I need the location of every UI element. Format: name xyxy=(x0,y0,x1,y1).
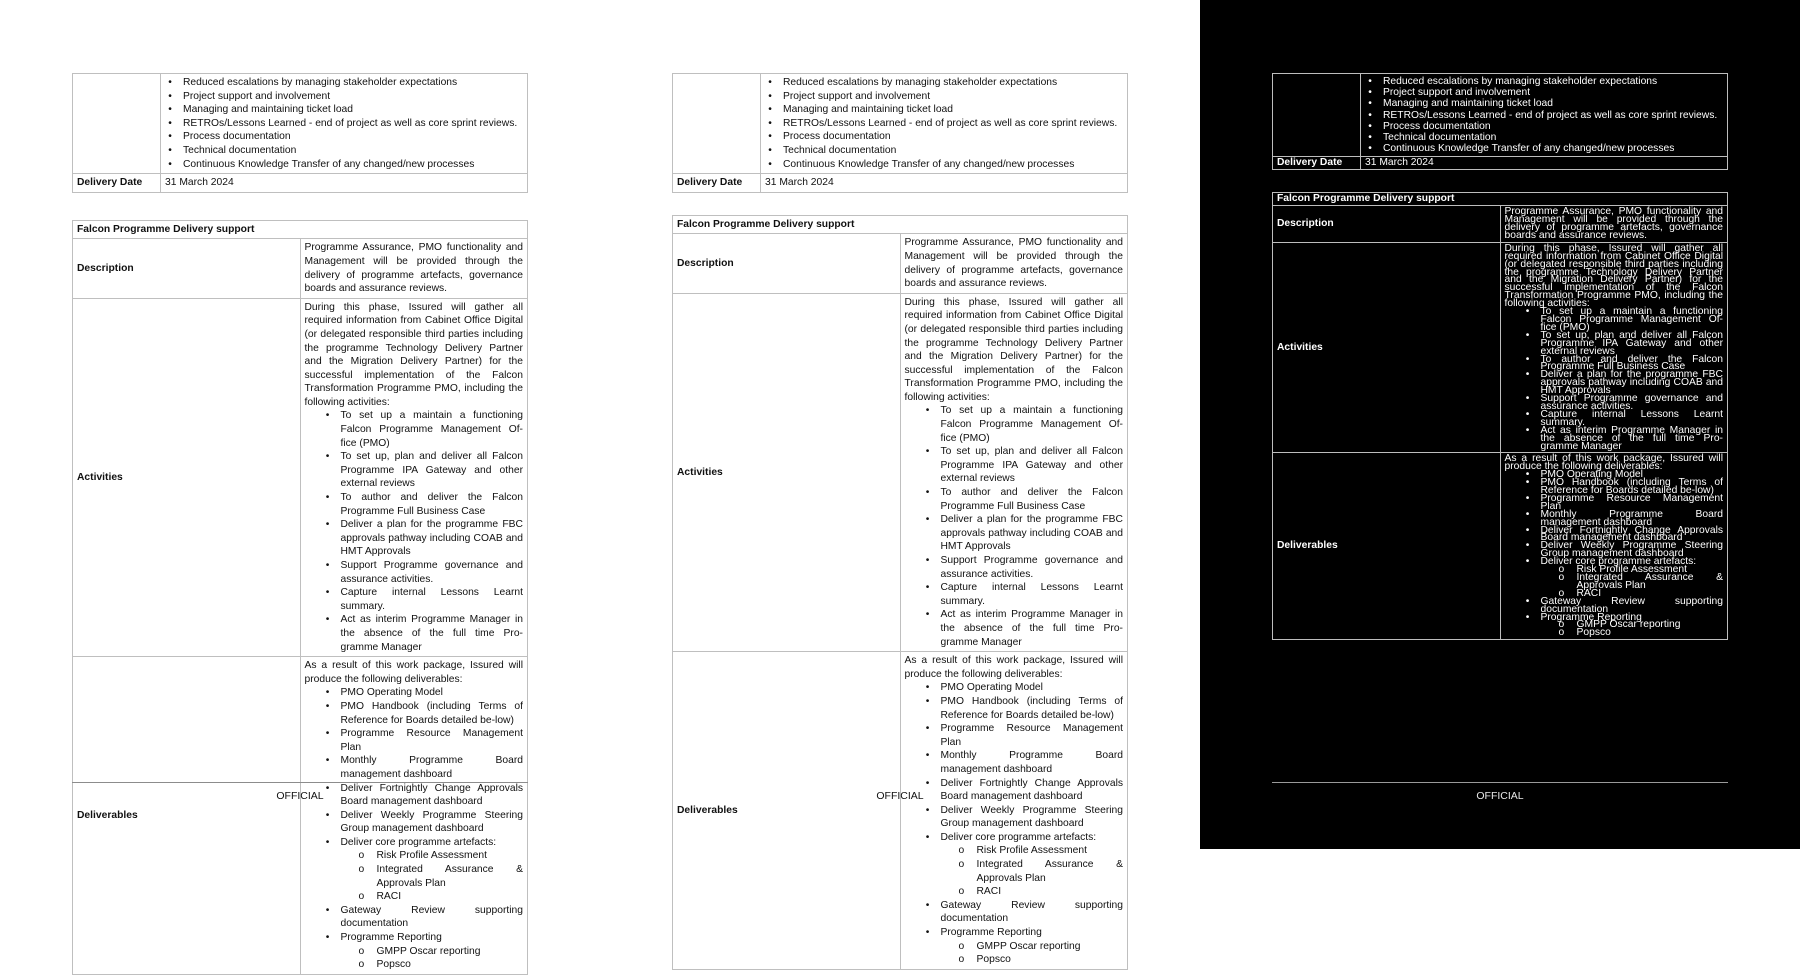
continuation-table xyxy=(672,73,1128,193)
list-item: • Gateway Review supporting documentation xyxy=(341,904,524,931)
list-item: • Deliver Weekly Programme Steering Group management dashboard xyxy=(341,809,524,836)
list-item: • Support Programme governance and assurance activities. xyxy=(941,554,1124,581)
document-body-overlay xyxy=(1272,73,1728,640)
activities-intro: During this phase, Issured will gather all required information from Cabinet Office Digital (or delegated responsible third parties including the programme Technology Delivery Partner and the Migration Delivery Partner) for the successful implementation of the Falcon Transformation Programme PMO, including the following activities: xyxy=(304,301,523,408)
list-item: • To set up, plan and deliver all Falcon Programme IPA Gateway and other external reviews xyxy=(1541,332,1724,356)
delivery-date-value: 31 March 2024 xyxy=(161,174,528,193)
list-item-label: Programme Reporting xyxy=(340,932,442,944)
list-item: • Managing and maintaining ticket load xyxy=(783,103,1123,117)
list-item-label: Deliver core programme artefacts: xyxy=(340,836,497,848)
list-item: o Risk Profile Assessment xyxy=(1577,566,1724,574)
deliverables-intro: As a result of this work package, Issured will produce the following deliverables: xyxy=(904,655,1123,680)
description-text: Programme Assurance, PMO functionality and Management will be provided through the delivery of programme artefacts, governance boards and assurance reviews. xyxy=(900,234,1128,293)
deliverables-list xyxy=(905,681,1124,966)
list-item: o Popsco xyxy=(377,958,524,972)
activities-label: Activities xyxy=(73,298,301,656)
activities-intro: During this phase, Issured will gather all required information from Cabinet Office Digital (or delegated responsible third parties including the programme Technology Delivery Partner and the Migration Delivery Partner) for the successful implementation of the Falcon Transformation Programme PMO, including the following activities: xyxy=(1504,242,1723,310)
reporting-list xyxy=(941,940,1124,967)
list-item xyxy=(941,831,1124,899)
list-item xyxy=(341,836,524,904)
falcon-table xyxy=(72,220,528,975)
footer-classification: OFFICIAL xyxy=(1476,790,1524,802)
list-item: o Risk Profile Assessment xyxy=(977,844,1124,858)
list-item: • Deliver Fortnightly Change Approvals Board management dashboard xyxy=(941,777,1124,804)
list-item: • Capture internal Lessons Learnt summary. xyxy=(341,586,524,613)
document-body xyxy=(72,73,528,975)
list-item: • Deliver Weekly Programme Steering Group management dashboard xyxy=(1541,542,1724,558)
activities-list xyxy=(305,409,524,654)
list-item: • PMO Operating Model xyxy=(941,681,1124,695)
reporting-list xyxy=(341,945,524,972)
list-item: o GMPP Oscar reporting xyxy=(977,940,1124,954)
list-item: • RETROs/Lessons Learned - end of project as well as core sprint reviews. xyxy=(783,117,1123,131)
list-item: • Technical documentation xyxy=(783,144,1123,158)
list-item: • Project support and involvement xyxy=(1383,87,1723,98)
activities-list xyxy=(905,404,1124,649)
list-item: o RACI xyxy=(377,890,524,904)
list-item: o GMPP Oscar reporting xyxy=(377,945,524,959)
empty-label-cell xyxy=(73,74,161,174)
list-item xyxy=(941,926,1124,967)
list-item-label: Deliver core programme artefacts: xyxy=(1540,556,1697,568)
list-item: • To author and deliver the Falcon Programme Full Business Case xyxy=(341,491,524,518)
falcon-table-title: Falcon Programme Delivery support xyxy=(1273,193,1728,206)
list-item: • PMO Handbook (including Terms of Reference for Boards detailed be-low) xyxy=(1541,479,1724,495)
footer-rule xyxy=(72,782,528,783)
list-item: o Integrated Assurance & Approvals Plan xyxy=(377,863,524,890)
footer-classification: OFFICIAL xyxy=(276,790,324,802)
list-item: • Monthly Programme Board management dashboard xyxy=(341,754,524,781)
deliverables-cell xyxy=(900,652,1128,970)
deliverables-list xyxy=(305,686,524,971)
list-item: • Deliver a plan for the programme FBC approvals pathway including COAB and HMT Approvals xyxy=(1541,371,1724,395)
document-page-left xyxy=(0,0,600,971)
list-item: • Programme Resource Management Plan xyxy=(1541,495,1724,511)
falcon-table-title: Falcon Programme Delivery support xyxy=(673,215,1128,234)
list-item xyxy=(341,931,524,972)
continuation-list-cell xyxy=(1361,74,1728,157)
reporting-list xyxy=(1541,621,1724,637)
document-page-dark xyxy=(1200,0,1800,849)
list-item: o RACI xyxy=(977,885,1124,899)
continuation-table xyxy=(72,73,528,193)
list-item: • To set up a maintain a functioning Falcon Programme Management Of-fice (PMO) xyxy=(941,404,1124,445)
list-item: o Integrated Assurance & Approvals Plan xyxy=(1577,574,1724,590)
list-item: • To set up a maintain a functioning Falcon Programme Management Of-fice (PMO) xyxy=(341,409,524,450)
activities-label: Activities xyxy=(1273,242,1501,453)
deliverables-intro: As a result of this work package, Issured will produce the following deliverables: xyxy=(1504,453,1723,473)
list-item: • Process documentation xyxy=(183,130,523,144)
list-item: • Project support and involvement xyxy=(183,90,523,104)
list-item: • Programme Resource Management Plan xyxy=(341,727,524,754)
artefacts-list xyxy=(941,844,1124,898)
list-item: • To author and deliver the Falcon Programme Full Business Case xyxy=(941,486,1124,513)
falcon-table xyxy=(672,215,1128,970)
list-item: • Programme Resource Management Plan xyxy=(941,722,1124,749)
list-item: • Reduced escalations by managing stakeholder expectations xyxy=(783,76,1123,90)
list-item: • Deliver a plan for the programme FBC approvals pathway including COAB and HMT Approvals xyxy=(941,513,1124,554)
list-item: o Risk Profile Assessment xyxy=(377,849,524,863)
list-item: • To author and deliver the Falcon Programme Full Business Case xyxy=(1541,356,1724,372)
empty-label-cell xyxy=(673,74,761,174)
list-item: • To set up, plan and deliver all Falcon Programme IPA Gateway and other external reviews xyxy=(341,450,524,491)
deliverables-cell xyxy=(300,657,528,975)
list-item: • Capture internal Lessons Learnt summary. xyxy=(1541,411,1724,427)
delivery-date-value: 31 March 2024 xyxy=(761,174,1128,193)
description-label: Description xyxy=(1273,206,1501,243)
list-item: • Act as interim Programme Manager in the absence of the full time Pro-gramme Manager xyxy=(941,608,1124,649)
list-item: • Reduced escalations by managing stakeholder expectations xyxy=(1383,76,1723,87)
footer-classification: OFFICIAL xyxy=(876,790,924,802)
falcon-table xyxy=(1272,192,1728,640)
activities-list xyxy=(1505,308,1724,450)
list-item: • PMO Handbook (including Terms of Reference for Boards detailed be-low) xyxy=(941,695,1124,722)
list-item: • To set up, plan and deliver all Falcon Programme IPA Gateway and other external reviews xyxy=(941,445,1124,486)
continuation-list xyxy=(1365,76,1723,154)
list-item: • Deliver a plan for the programme FBC approvals pathway including COAB and HMT Approvals xyxy=(341,518,524,559)
list-item: • Process documentation xyxy=(1383,121,1723,132)
list-item: • Act as interim Programme Manager in the absence of the full time Pro-gramme Manager xyxy=(341,613,524,654)
empty-label-cell xyxy=(1273,74,1361,157)
footer-rule xyxy=(1272,782,1728,783)
deliverables-label: Deliverables xyxy=(73,657,301,975)
list-item: • RETROs/Lessons Learned - end of project as well as core sprint reviews. xyxy=(1383,110,1723,121)
list-item: • Act as interim Programme Manager in the absence of the full time Pro-gramme Manager xyxy=(1541,427,1724,451)
deliverables-label: Deliverables xyxy=(673,652,901,970)
list-item: • Managing and maintaining ticket load xyxy=(183,103,523,117)
delivery-date-label: Delivery Date xyxy=(1273,157,1361,170)
activities-cell xyxy=(300,298,528,656)
list-item: • Monthly Programme Board management dashboard xyxy=(1541,511,1724,527)
description-text: Programme Assurance, PMO functionality and Management will be provided through the delivery of programme artefacts, governance boards and assurance reviews. xyxy=(300,239,528,298)
list-item: • PMO Handbook (including Terms of Reference for Boards detailed be-low) xyxy=(341,700,524,727)
activities-label: Activities xyxy=(673,293,901,651)
list-item xyxy=(1540,611,1724,639)
list-item xyxy=(1541,558,1724,598)
activities-cell xyxy=(1500,242,1728,453)
continuation-list xyxy=(165,76,523,171)
deliverables-cell xyxy=(1500,453,1728,640)
delivery-date-label: Delivery Date xyxy=(673,174,761,193)
deliverables-label: Deliverables xyxy=(1273,453,1501,640)
list-item: o RACI xyxy=(1577,590,1724,598)
list-item: • Gateway Review supporting documentation xyxy=(941,899,1124,926)
list-item: • Continuous Knowledge Transfer of any changed/new processes xyxy=(1383,143,1723,154)
list-item: o GMPP Oscar reporting xyxy=(1577,621,1724,629)
description-text: Programme Assurance, PMO functionality and Management will be provided through the delivery of programme artefacts, governance boards and assurance reviews. xyxy=(1500,206,1728,243)
continuation-list xyxy=(765,76,1123,171)
list-item: • Project support and involvement xyxy=(783,90,1123,104)
deliverables-list xyxy=(1505,471,1724,637)
deliverables-intro: As a result of this work package, Issured will produce the following deliverables: xyxy=(304,660,523,685)
list-item: • Monthly Programme Board management dashboard xyxy=(941,749,1124,776)
list-item: • Process documentation xyxy=(783,130,1123,144)
list-item: • Support Programme governance and assurance activities. xyxy=(1541,395,1724,411)
list-item: • Managing and maintaining ticket load xyxy=(1383,98,1723,109)
list-item: • Continuous Knowledge Transfer of any changed/new processes xyxy=(183,158,523,172)
document-page-middle xyxy=(600,0,1200,966)
list-item: • Reduced escalations by managing stakeholder expectations xyxy=(183,76,523,90)
list-item-label: Programme Reporting xyxy=(940,927,1042,939)
list-item: • PMO Operating Model xyxy=(341,686,524,700)
list-item: • To set up a maintain a functioning Falcon Programme Management Of-fice (PMO) xyxy=(1541,308,1724,332)
list-item: o Popsco xyxy=(977,953,1124,967)
list-item: • RETROs/Lessons Learned - end of project as well as core sprint reviews. xyxy=(183,117,523,131)
artefacts-list xyxy=(1541,566,1724,598)
list-item: o Popsco xyxy=(1577,629,1724,637)
artefacts-list xyxy=(341,849,524,903)
list-item: o Integrated Assurance & Approvals Plan xyxy=(977,858,1124,885)
list-item: • Deliver Weekly Programme Steering Group management dashboard xyxy=(941,804,1124,831)
activities-cell xyxy=(900,293,1128,651)
list-item-label: Programme Reporting xyxy=(1540,611,1642,623)
list-item: • Technical documentation xyxy=(183,144,523,158)
falcon-table-title: Falcon Programme Delivery support xyxy=(73,220,528,239)
document-body xyxy=(672,73,1128,970)
list-item: • Technical documentation xyxy=(1383,132,1723,143)
description-label: Description xyxy=(73,239,301,298)
continuation-list-cell xyxy=(161,74,528,174)
list-item: • Continuous Knowledge Transfer of any changed/new processes xyxy=(783,158,1123,172)
continuation-table xyxy=(1272,73,1728,170)
delivery-date-label: Delivery Date xyxy=(73,174,161,193)
list-item: • PMO Operating Model xyxy=(1541,471,1724,479)
list-item-label: Deliver core programme artefacts: xyxy=(940,831,1097,843)
delivery-date-value: 31 March 2024 xyxy=(1361,157,1728,170)
list-item: • Gateway Review supporting documentation xyxy=(1541,598,1724,614)
description-label: Description xyxy=(673,234,901,293)
list-item: • Deliver Fortnightly Change Approvals Board management dashboard xyxy=(1541,527,1724,543)
list-item: • Support Programme governance and assurance activities. xyxy=(341,559,524,586)
continuation-list-cell xyxy=(761,74,1128,174)
list-item: • Capture internal Lessons Learnt summary. xyxy=(941,581,1124,608)
activities-intro: During this phase, Issured will gather all required information from Cabinet Office Digital (or delegated responsible third parties including the programme Technology Delivery Partner and the Migration Delivery Partner) for the successful implementation of the Falcon Transformation Programme PMO, including the following activities: xyxy=(904,296,1123,403)
list-item: • Deliver Fortnightly Change Approvals Board management dashboard xyxy=(341,782,524,809)
